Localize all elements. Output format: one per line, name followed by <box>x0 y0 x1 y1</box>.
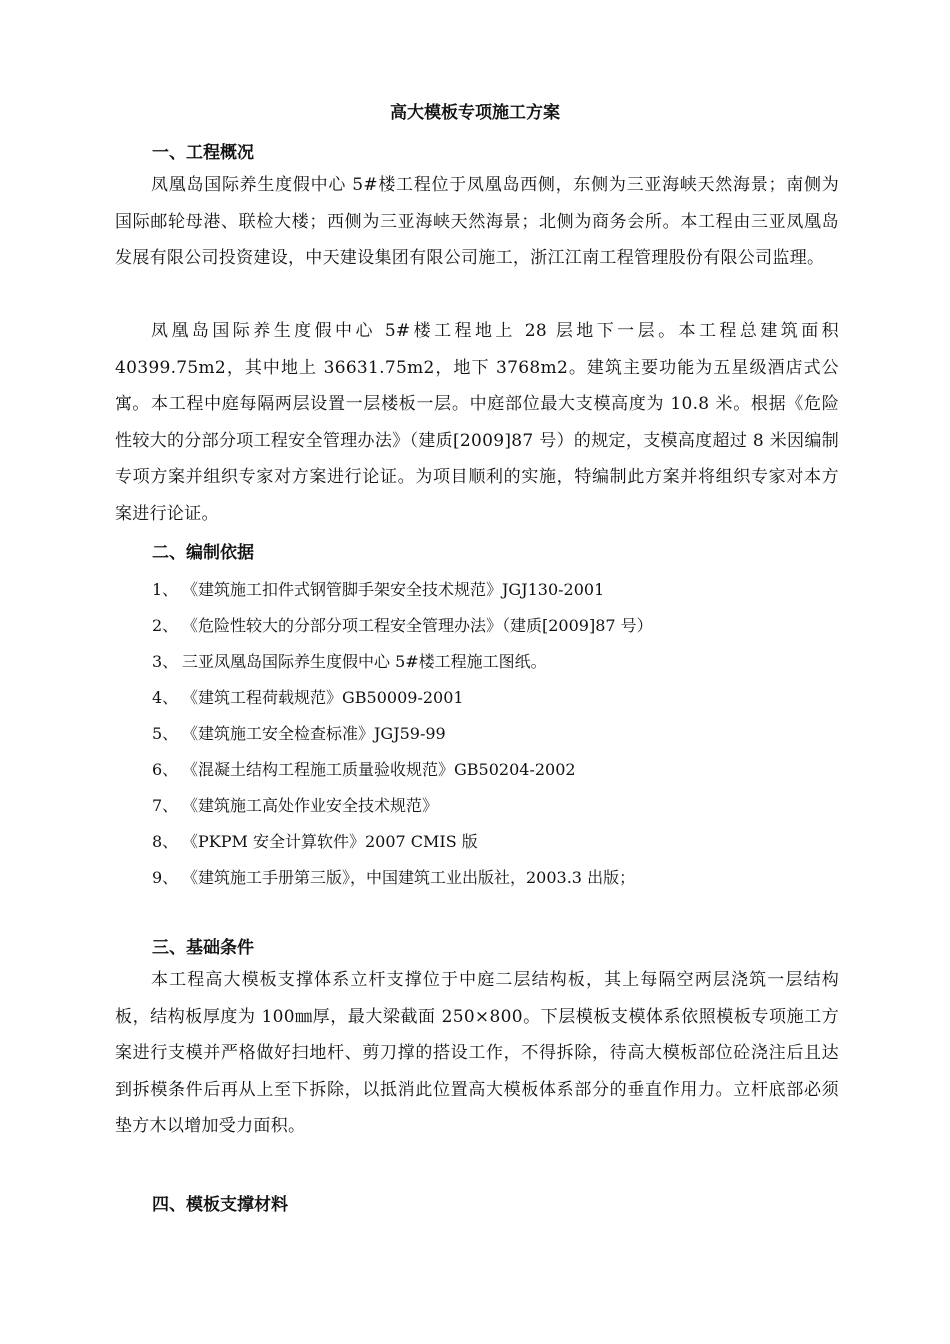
list-item <box>152 757 576 783</box>
paragraph-location: 凤凰岛国际养生度假中心 5#楼工程位于凤凰岛西侧，东侧为三亚海峡天然海景；南侧为国际邮轮母港、联检大楼；西侧为三亚海峡天然海景；北侧为商务会所。本工程由三亚凤凰岛发展有限公司投资建设，中天建设集团有限公司施工，浙江江南工程管理股份有限公司监理。 <box>115 175 839 268</box>
list-item <box>152 577 604 603</box>
section-heading-basis: 二、编制依据 <box>152 543 254 563</box>
list-item-text: 《危险性较大的分部分项工程安全管理办法》（建质[2009]87 号） <box>182 616 653 635</box>
paragraph-support-system: 本工程高大模板支撑体系立杆支撑位于中庭二层结构板，其上每隔空两层浇筑一层结构板，结构板厚度为 100㎜厚，最大梁截面 250×800。下层模板支模体系依照模板专项施工方案进行支模并严格做好扫地杆、剪刀撑的搭设工作，不得拆除，待高大模板部位砼浇注后且达到拆模条件后再从上至下拆除，以抵消此位置高大模板体系部分的垂直作用力。立杆底部必须垫方木以增加受力面积。 <box>115 970 839 1136</box>
list-item-number: 9、 <box>152 868 179 887</box>
list-item <box>152 793 438 819</box>
list-item-number: 7、 <box>152 796 179 815</box>
list-item <box>152 721 446 747</box>
list-item-number: 1、 <box>152 580 179 599</box>
list-item-text: 《建筑施工安全检查标准》JGJ59-99 <box>182 724 446 743</box>
paragraph-area: 凤凰岛国际养生度假中心 5#楼工程地上 28 层地下一层。本工程总建筑面积 40399.75m2，其中地上 36631.75m2，地下 3768m2。建筑主要功能为五星级酒店式公寓。 <box>115 321 839 414</box>
list-item-number: 6、 <box>152 760 179 779</box>
list-item <box>152 865 635 891</box>
list-item-number: 3、 <box>152 652 179 671</box>
list-item-number: 2、 <box>152 616 179 635</box>
section-heading-overview: 一、工程概况 <box>152 143 254 163</box>
list-item <box>152 829 478 855</box>
section-heading-materials: 四、模板支撑材料 <box>152 1195 288 1215</box>
list-item-text: 《混凝土结构工程施工质量验收规范》GB50204-2002 <box>182 760 576 779</box>
list-item-text: 《建筑施工手册第三版》，中国建筑工业出版社，2003.3 出版； <box>182 868 636 887</box>
list-item-text: 《建筑施工高处作业安全技术规范》 <box>182 796 439 815</box>
document-title: 高大模板专项施工方案 <box>390 103 560 123</box>
list-item-text: 《PKPM 安全计算软件》2007 CMIS 版 <box>182 832 478 851</box>
list-item <box>152 649 547 675</box>
list-item-text: 三亚凤凰岛国际养生度假中心 5#楼工程施工图纸。 <box>182 652 547 671</box>
list-item-number: 4、 <box>152 688 179 707</box>
section-heading-base-conditions: 三、基础条件 <box>152 938 254 958</box>
list-item-text: 《建筑工程荷载规范》GB50009-2001 <box>182 688 464 707</box>
list-item-text: 《建筑施工扣件式钢管脚手架安全技术规范》JGJ130-2001 <box>182 580 605 599</box>
list-item-number: 5、 <box>152 724 179 743</box>
list-item-number: 8、 <box>152 832 179 851</box>
list-item <box>152 685 464 711</box>
list-item <box>152 613 653 639</box>
paragraph-formwork-height: 本工程中庭每隔两层设置一层楼板一层。中庭部位最大支模高度为 10.8 米。根据《危险性较大的分部分项工程安全管理办法》（建质[2009]87 号）的规定，支模高度超过 8 米因编制专项方案并组织专家对方案进行论证。为项目顺利的实施，特编制此方案并将组织专家对本方案进行论证。 <box>115 394 839 524</box>
